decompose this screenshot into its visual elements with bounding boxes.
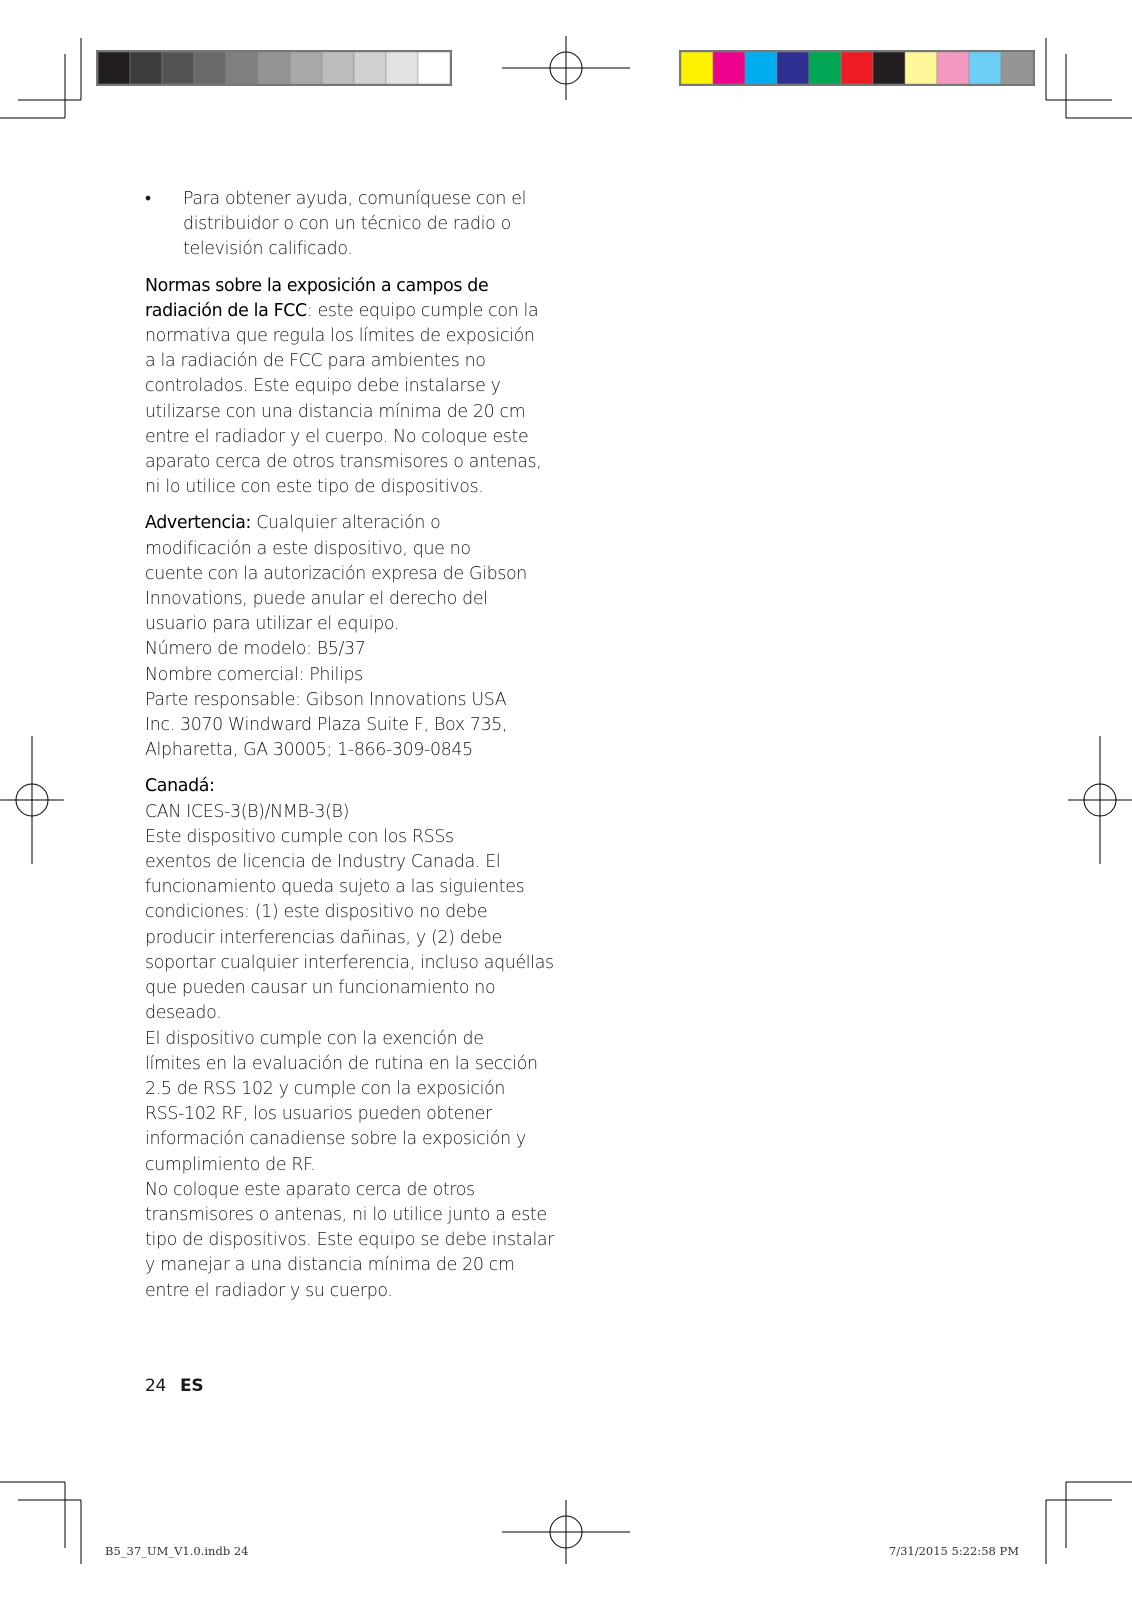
canada-line: 2.5 de RSS 102 y cumple con la exposición [145, 1078, 506, 1099]
registration-mark-top [502, 36, 630, 100]
color-swatch [969, 52, 1001, 84]
canada-line: y manejar a una distancia mínima de 20 cm [145, 1255, 515, 1276]
warning-heading: Advertencia: [145, 513, 252, 534]
canada-line: No coloque este aparato cerca de otros [145, 1179, 475, 1200]
color-swatch [777, 52, 809, 84]
canada-line: soportar cualquier interferencia, incluso aquéllas [145, 952, 554, 973]
fcc-line: controlados. Este equipo debe instalarse y [145, 376, 501, 397]
fcc-heading-cont: radiación de la FCC [145, 300, 307, 321]
canada-line: transmisores o antenas, ni lo utilice junto a este [145, 1204, 547, 1225]
crop-mark-top-right [1046, 38, 1132, 118]
canada-line: límites en la evaluación de rutina en la sección [145, 1053, 538, 1074]
slug-filename: B5_37_UM_V1.0.indb 24 [105, 1544, 249, 1558]
bullet-line: distribuidor o con un técnico de radio o [183, 214, 511, 235]
fcc-line: ni lo utilice con este tipo de dispositivos. [145, 477, 484, 498]
gray-swatch [162, 52, 194, 84]
canada-line: tipo de dispositivos. Este equipo se debe instalar [145, 1230, 555, 1251]
fcc-line: normativa que regula los límites de exposición [145, 326, 535, 347]
gray-swatch [194, 52, 226, 84]
gray-swatch [98, 52, 130, 84]
canada-paragraph [145, 774, 555, 1303]
canada-line: que pueden causar un funcionamiento no [145, 978, 496, 999]
canada-line: exentos de licencia de Industry Canada. El [145, 852, 501, 873]
registration-mark-left [0, 736, 64, 864]
canada-line: CAN ICES-3(B)/NMB-3(B) [145, 801, 350, 822]
color-swatch [745, 52, 777, 84]
crop-mark-bottom-right [1046, 1482, 1132, 1564]
bullet-item [145, 187, 540, 263]
fcc-paragraph [145, 274, 540, 501]
gray-swatch [322, 52, 354, 84]
gray-swatch [130, 52, 162, 84]
warning-line: Innovations, puede anular el derecho del [145, 589, 488, 610]
color-swatch [713, 52, 745, 84]
warning-line: modificación a este dispositivo, que no [145, 538, 471, 559]
canada-line: deseado. [145, 1003, 222, 1024]
color-swatch [873, 52, 905, 84]
gray-swatch [354, 52, 386, 84]
color-swatch [905, 52, 937, 84]
fcc-heading: Normas sobre la exposición a campos de [145, 275, 489, 296]
fcc-line: utilizarse con una distancia mínima de 20 cm [145, 401, 526, 422]
responsible-party: Parte responsable: Gibson Innovations USA [145, 689, 507, 710]
trade-name: Nombre comercial: Philips [145, 664, 363, 685]
color-swatch [937, 52, 969, 84]
color-swatch [681, 52, 713, 84]
color-calibration-bar [680, 51, 1034, 85]
responsible-party-address: Inc. 3070 Windward Plaza Suite F, Box 735, [145, 715, 508, 736]
canada-line: Este dispositivo cumple con los RSSs [145, 826, 454, 847]
page-footer [145, 1376, 203, 1396]
color-swatch [841, 52, 873, 84]
gray-swatch [258, 52, 290, 84]
document-body [145, 187, 555, 1315]
crop-mark-bottom-left [0, 1482, 81, 1564]
canada-line: información canadiense sobre la exposición y [145, 1129, 526, 1150]
canada-line: producir interferencias dañinas, y (2) debe [145, 927, 502, 948]
gray-swatch [226, 52, 258, 84]
canada-line: El dispositivo cumple con la exención de [145, 1028, 484, 1049]
gray-swatch [418, 52, 450, 84]
gray-calibration-bar [97, 51, 451, 85]
registration-mark-bottom [502, 1500, 630, 1564]
gray-swatch [386, 52, 418, 84]
gray-swatch [290, 52, 322, 84]
page-number: 24 [145, 1376, 167, 1396]
fcc-line: aparato cerca de otros transmisores o antenas, [145, 452, 542, 473]
slug-timestamp: 7/31/2015 5:22:58 PM [888, 1544, 1019, 1558]
registration-mark-right [1068, 736, 1132, 864]
fcc-line: entre el radiador y el cuerpo. No coloque este [145, 426, 529, 447]
fcc-text: : este equipo cumple con la [306, 300, 539, 321]
fcc-line: a la radiación de FCC para ambientes no [145, 351, 486, 372]
bullet-symbol: • [145, 189, 151, 209]
bullet-line: Para obtener ayuda, comuníquese con el [183, 189, 527, 209]
color-swatch [1001, 52, 1033, 84]
canada-line: funcionamiento queda sujeto a las siguientes [145, 877, 525, 898]
warning-line: cuente con la autorización expresa de Gibson [145, 563, 527, 584]
model-number: Número de modelo: B5/37 [145, 639, 366, 660]
canada-line: RSS-102 RF, los usuarios pueden obtener [145, 1104, 492, 1125]
warning-text: Cualquier alteración o [251, 513, 441, 534]
warning-line: usuario para utilizar el equipo. [145, 614, 400, 635]
color-swatch [809, 52, 841, 84]
canada-line: condiciones: (1) este dispositivo no debe [145, 902, 488, 923]
crop-mark-top-left [0, 38, 81, 118]
canada-line: cumplimiento de RF. [145, 1154, 316, 1175]
warning-paragraph [145, 511, 540, 763]
canada-heading: Canadá: [145, 776, 215, 797]
bullet-line: televisión calificado. [183, 239, 353, 260]
canada-line: entre el radiador y su cuerpo. [145, 1280, 393, 1301]
responsible-party-phone: Alpharetta, GA 30005; 1-866-309-0845 [145, 740, 473, 761]
language-code: ES [180, 1376, 204, 1396]
